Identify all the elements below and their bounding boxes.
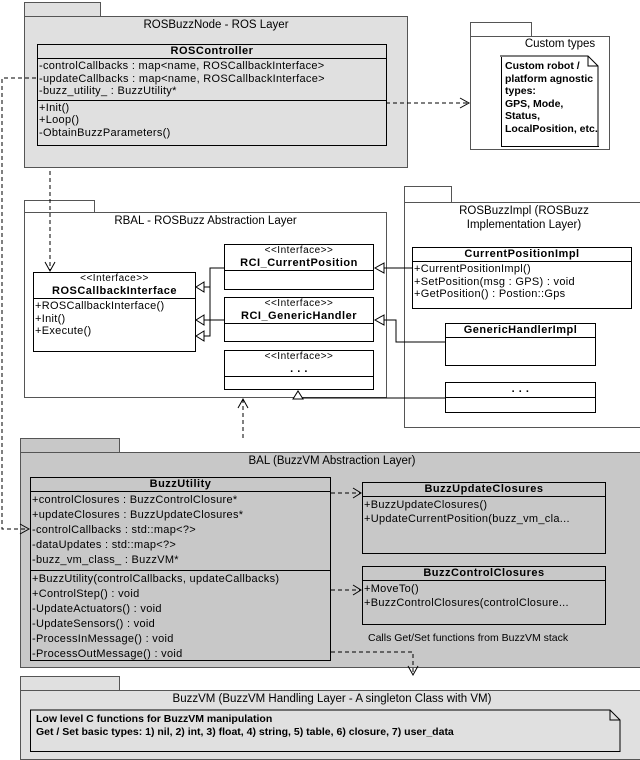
package-title: Implementation Layer) (466, 219, 582, 231)
attribute: -controlCallbacks : std::map<?> (32, 524, 196, 536)
dependency-line (2, 78, 36, 529)
operation: +BuzzUtility(controlCallbacks, updateCallbacks) (32, 573, 280, 585)
class-name: BuzzControlClosures (363, 567, 605, 581)
attribute: +controlClosures : BuzzControlClosure* (32, 494, 238, 506)
note-line: types: (505, 85, 536, 97)
stereotype: <<Interface>> (80, 273, 149, 284)
class-name: BuzzUpdateClosures (363, 483, 605, 497)
attribute: -dataUpdates : std::map<?> (32, 539, 177, 551)
attribute: -updateCallbacks : map<name, ROSCallbackInterface> (39, 72, 325, 85)
operation: +MoveTo() (364, 583, 419, 595)
attribute: -controlCallbacks : map<name, ROSCallbackInterface> (39, 60, 325, 72)
note-line: Get / Set basic types: 1) nil, 2) int, 3) float, 4) string, 5) table, 6) closure, 7) user_data (36, 725, 454, 738)
note-line: LocalPosition, etc. (505, 122, 598, 135)
triangle-icon (196, 331, 204, 341)
package-title: RBAL - ROSBuzz Abstraction Layer (114, 215, 297, 227)
generalization-line (204, 268, 224, 336)
attribute: -buzz_vm_class_ : BuzzVM* (32, 554, 179, 566)
package-title: ROSBuzzImpl (ROSBuzz (459, 205, 589, 217)
triangle-icon (375, 315, 384, 325)
class-name: CurrentPositionImpl (413, 248, 631, 262)
note-line: platform agnostic (505, 72, 594, 85)
package-title: BuzzVM (BuzzVM Handling Layer - A singleton Class with VM) (172, 693, 492, 705)
operation: +Execute() (35, 325, 92, 337)
operation: +Init() (35, 312, 66, 325)
operation: +ROSCallbackInterface() (35, 300, 165, 312)
triangles (196, 263, 384, 399)
class-name: ROSCallbackInterface (34, 285, 195, 299)
triangle-icon (196, 282, 204, 292)
operation: -ProcessInMessage() : void (32, 633, 174, 645)
operation: +ControlStep() : void (32, 588, 140, 600)
dependency-line (331, 652, 413, 674)
note-line: Status, (505, 110, 541, 122)
package-title: Custom types (524, 38, 596, 50)
note-border (500, 56, 598, 146)
triangle-icon (293, 391, 303, 399)
note-line: GPS, Mode, (505, 97, 564, 110)
class-name: GenericHandlerImpl (446, 324, 595, 338)
note-calls: Calls Get/Set functions from BuzzVM stack (368, 632, 569, 644)
note-line: Custom robot / (505, 60, 580, 72)
stereotype: <<Interface>> (264, 298, 334, 309)
class-name: . . . (446, 383, 595, 398)
attribute: -buzz_utility_ : BuzzUtility* (39, 85, 177, 97)
note-border (30, 710, 620, 752)
operation: +BuzzUpdateClosures() (364, 499, 488, 511)
attribute: +updateClosures : BuzzUpdateClosures* (32, 509, 244, 521)
operation: +SetPosition(msg : GPS) : void (414, 275, 575, 288)
operation: -UpdateActuators() : void (32, 603, 162, 615)
class-name: ROSController (38, 45, 386, 59)
class-name: . . . (225, 363, 373, 377)
package-title: BAL (BuzzVM Abstraction Layer) (248, 455, 416, 467)
stereotype: <<Interface>> (264, 351, 334, 362)
arrowheads (20, 98, 469, 675)
operation: +GetPosition() : Postion::Gps (414, 288, 566, 300)
operation: -ObtainBuzzParameters() (39, 126, 171, 139)
generalization-line (384, 320, 445, 342)
class-name: RCI_CurrentPosition (225, 257, 373, 271)
triangle-icon (375, 263, 384, 273)
operation: +CurrentPositionImpl() (414, 263, 531, 275)
operation: +Loop() (39, 114, 80, 126)
operation: +Init() (39, 101, 70, 114)
note-line: Low level C functions for BuzzVM manipulation (36, 713, 273, 725)
operation: +UpdateCurrentPosition(buzz_vm_cla... (364, 513, 570, 525)
operation: +BuzzControlClosures(controlClosure... (364, 597, 569, 609)
class-name: BuzzUtility (31, 478, 330, 492)
operation: -ProcessOutMessage() : void (32, 648, 183, 660)
stereotype: <<Interface>> (264, 245, 334, 256)
class-name: RCI_GenericHandler (225, 310, 373, 324)
triangle-icon (196, 315, 204, 325)
package-title: ROSBuzzNode - ROS Layer (143, 19, 289, 31)
operation: -UpdateSensors() : void (32, 618, 156, 630)
